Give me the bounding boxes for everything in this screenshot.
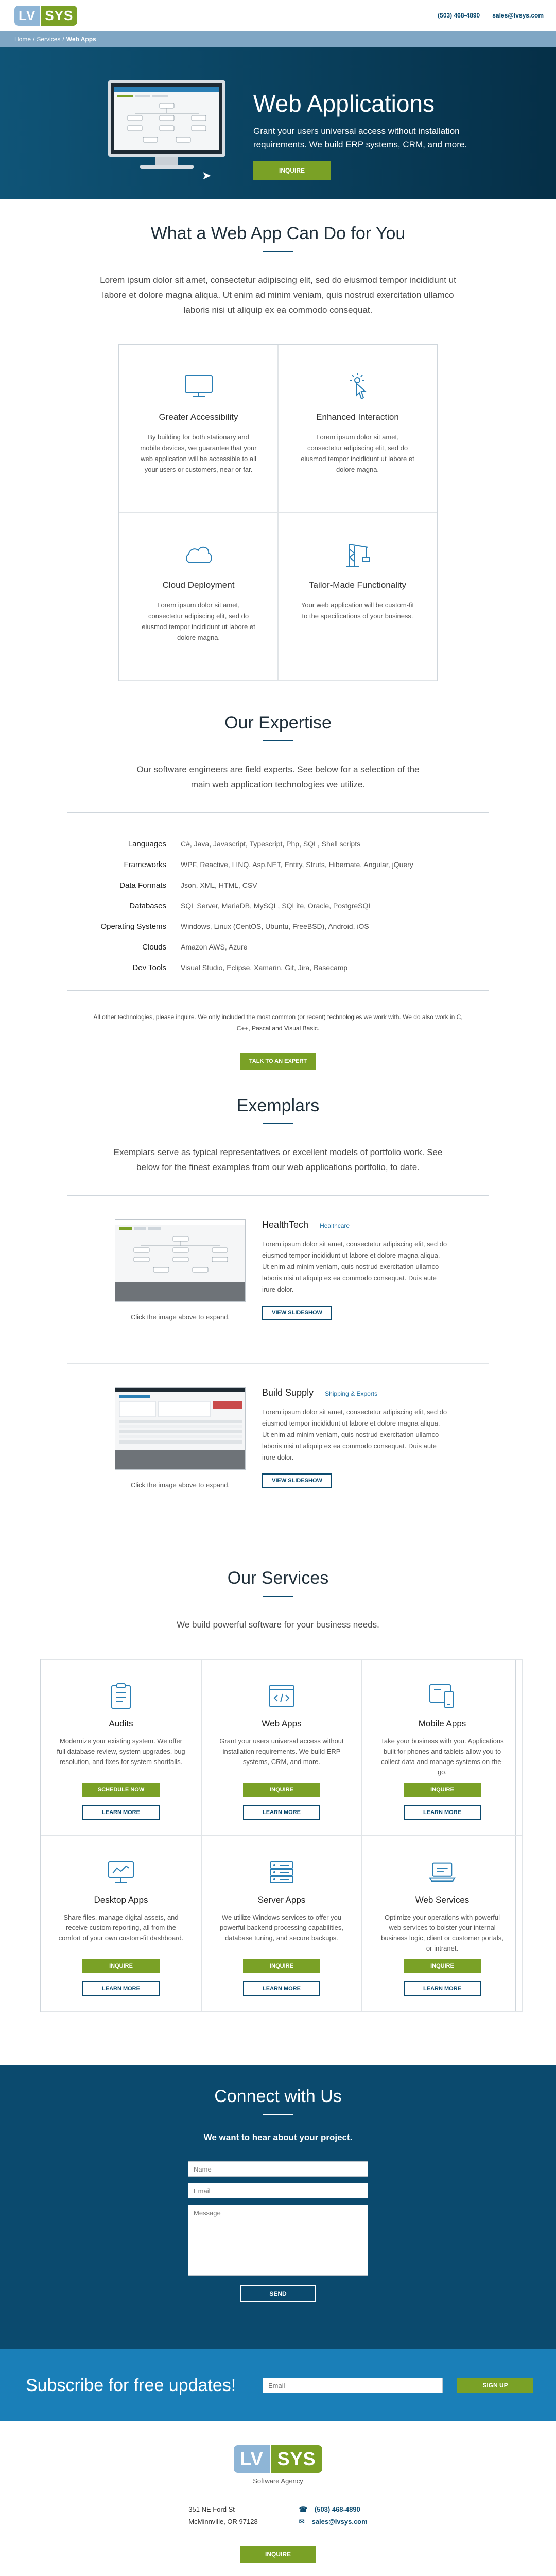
desktop-icon [107,1858,135,1887]
inquire-button[interactable]: INQUIRE [243,1783,320,1797]
service-text: Share files, manage digital assets, and receive custom reporting, all from the comfort of your own custom-fit dashboard. [58,1913,184,1942]
tech-value: Windows, Linux (CentOS, Ubuntu, FreeBSD), Android, iOS [181,922,369,930]
tech-value: Amazon AWS, Azure [181,943,248,951]
connect-section [0,2065,556,2349]
expertise-note: All other technologies, please inquire. We only included the most common (or recent) technologies we work with. We do also work in C, C++, Pascal and Visual Basic. [93,1013,463,1032]
talk-to-expert-button[interactable]: TALK TO AN EXPERT [240,1053,316,1070]
exemplar-caption: Click the image above to expand. [130,1313,230,1321]
footer-details [0,2503,556,2528]
envelope-icon: ✉ [299,2518,305,2526]
learn-more-button[interactable]: LEARN MORE [404,1981,481,1996]
address-line: McMinnville, OR 97128 [188,2518,258,2526]
tech-label: Frameworks [124,860,166,869]
learn-more-button[interactable]: LEARN MORE [243,1981,320,1996]
what-section [0,199,556,681]
expertise-lead: Our software engineers are field experts. See below for a selection of the main web application technologies we utilize. [136,765,420,789]
feature-title: Greater Accessibility [159,412,238,422]
hero-subtitle: Grant your users universal access without installation requirements. We build ERP systems, CRM, and more. [253,126,467,149]
mobile-icon [428,1682,457,1710]
exemplar-tag[interactable]: Healthcare [320,1222,350,1229]
logo-lv: LV [234,2445,269,2473]
table-row [67,937,489,957]
exemplar-info [262,1387,447,1532]
feature-text: Your web application will be custom-fit to the specifications of your business. [301,601,414,620]
exemplars-lead: Exemplars serve as typical representatives or excellent models of portfolio work. See below for the finest examples from our web applications portfolio, to date. [113,1147,443,1172]
email-field[interactable] [188,2183,368,2198]
exemplars-section [0,1070,556,1532]
subscribe-title: Subscribe for free updates! [26,2375,236,2395]
learn-more-button[interactable]: LEARN MORE [404,1805,481,1820]
title-divider [263,251,293,252]
service-card [41,1836,201,2012]
view-slideshow-button[interactable]: VIEW SLIDESHOW [262,1473,332,1488]
address-line: 351 NE Ford St [188,2505,235,2513]
feature-title: Enhanced Interaction [316,412,399,422]
tech-value: WPF, Reactive, LINQ, Asp.NET, Entity, Struts, Hibernate, Angular, jQuery [181,860,413,869]
tech-label: Databases [129,901,166,910]
server-icon [267,1858,296,1887]
header-phone-link[interactable]: (503) 468-4890 [438,12,480,19]
service-title: Audits [109,1719,133,1728]
service-card [41,1659,201,1836]
exemplar-info [262,1219,447,1363]
cursor-pointer-icon: ➤ [202,169,212,182]
connect-title: Connect with Us [214,2087,342,2106]
title-divider [263,1123,293,1124]
feature-grid [118,344,438,681]
what-title: What a Web App Can Do for You [150,224,406,243]
web-app-diagram-image [114,87,219,150]
table-row [67,834,489,854]
exemplar-screenshot[interactable] [115,1219,246,1302]
contact-form [188,2161,368,2302]
service-title: Mobile Apps [418,1719,466,1728]
service-title: Web Apps [262,1719,302,1728]
feature-text: Lorem ipsum dolor sit amet, consectetur adipiscing elit, sed do eiusmod tempor incididunt ut labore et dolore magna. [301,433,414,473]
connect-subtitle: We want to hear about your project. [203,2132,353,2142]
logo-sys: SYS [41,6,77,26]
service-text: Take your business with you. Applications built for phones and tablets allow you to collect data and manage systems on-the-go. [380,1737,504,1776]
footer-agency: Software Agency [253,2477,303,2485]
feature-card [119,345,278,513]
exemplar-text: Lorem ipsum dolor sit amet, consectetur adipiscing elit, sed do eiusmod tempor incididunt ut labore et dolore magna aliqua. Ut enim ad minim veniam, quis nostrud exercitation ullamco laboris nisi ut aliquip ex ea commodo consequat. Duis aute irure dolor. [262,1408,447,1461]
exemplar-screenshot[interactable] [115,1387,246,1470]
service-card [201,1659,362,1836]
name-field[interactable] [188,2161,368,2177]
feature-text: By building for both stationary and mobile devices, we guarantee that your web application will be accessible to all your users or customers, near or far. [140,433,257,473]
footer-phone-link[interactable]: (503) 468-4890 [314,2505,360,2513]
tech-value: Visual Studio, Eclipse, Xamarin, Git, Jira, Basecamp [181,963,348,972]
pointer-icon [341,370,374,403]
tech-value: C#, Java, Javascript, Typescript, Php, SQL, Shell scripts [181,840,361,848]
exemplar-item [67,1364,489,1532]
footer-email-row [299,2516,368,2528]
subscribe-banner [0,2349,556,2421]
hero-inquire-button[interactable]: INQUIRE [253,161,331,180]
feature-title: Tailor-Made Functionality [309,580,406,590]
message-field[interactable] [188,2205,368,2276]
tech-value: Json, XML, HTML, CSV [181,881,257,889]
breadcrumb-current: Web Apps [66,36,96,43]
footer-inquire-button[interactable]: INQUIRE [240,2546,316,2563]
feature-card [119,513,278,681]
logo-sys: SYS [271,2445,322,2473]
service-title: Server Apps [257,1895,306,1905]
exemplar-tag[interactable]: Shipping & Exports [325,1390,378,1397]
service-text: Optimize your operations with powerful web services to bolster your internal business logic, client or customer portals, or intranet. [381,1913,503,1952]
footer-address [188,2503,257,2528]
expertise-button-wrap [0,1053,556,1070]
title-divider [263,1596,293,1597]
hero-banner [0,47,556,199]
hero-text [253,90,490,180]
header-contact [438,12,544,19]
code-icon [267,1682,296,1710]
service-title: Desktop Apps [94,1895,148,1905]
services-grid [40,1659,516,2012]
inquire-button[interactable]: INQUIRE [243,1959,320,1973]
schedule-now-button[interactable]: SCHEDULE NOW [82,1783,160,1797]
tech-label: Languages [128,839,166,849]
breadcrumb [0,31,556,47]
tech-label: Dev Tools [132,963,166,972]
computer-icon [182,370,215,403]
site-logo[interactable] [14,6,77,26]
site-footer [0,2421,556,2576]
service-text: Grant your users universal access without installation requirements. We build ERP systems, CRM, and more. [219,1737,344,1766]
view-slideshow-button[interactable]: VIEW SLIDESHOW [262,1306,332,1320]
tech-label: Clouds [142,942,166,952]
phone-icon: ☎ [299,2505,307,2513]
crane-icon [341,538,374,571]
subscribe-email-input[interactable] [263,2378,443,2393]
monitor-screen [108,80,225,157]
hero-title: Web Applications [253,90,435,117]
exemplar-heading [262,1219,447,1230]
exemplar-list [67,1195,489,1532]
header-email-link[interactable]: sales@lvsys.com [492,12,544,19]
services-lead: We build powerful software for your business needs. [177,1620,379,1630]
title-divider [263,2114,293,2115]
tech-label: Data Formats [119,880,166,890]
exemplar-text: Lorem ipsum dolor sit amet, consectetur adipiscing elit, sed do eiusmod tempor incididunt ut labore et dolore magna aliqua. Ut enim ad minim veniam, quis nostrud exercitation ullamco laboris nisi ut aliquip ex ea commodo consequat. Duis aute irure dolor. [262,1240,447,1293]
footer-logo[interactable] [234,2445,322,2473]
inquire-button[interactable]: INQUIRE [82,1959,160,1973]
what-lead: Lorem ipsum dolor sit amet, consectetur adipiscing elit, sed do eiusmod tempor incididunt ut labore et dolore magna aliqua. Ut enim ad minim veniam, quis nostrud exercitation ullamco laboris nisi ut aliquip ex ea commodo consequat. [100,275,456,315]
table-row [67,957,489,978]
feature-card [278,513,437,681]
table-row [67,875,489,895]
monitor-illustration [108,80,225,173]
feature-card [278,345,437,513]
feature-text: Lorem ipsum dolor sit amet, consectetur adipiscing elit, sed do eiusmod tempor incididunt ut labore et dolore magna. [142,601,255,641]
expertise-section [0,681,556,1070]
service-title: Web Services [415,1895,470,1905]
feature-title: Cloud Deployment [162,580,235,590]
services-title: Our Services [227,1568,329,1588]
expertise-title: Our Expertise [224,713,332,733]
send-button[interactable]: SEND [240,2285,316,2302]
service-text: Modernize your existing system. We offer full database review, system upgrades, bug resolution, and fixes for system shortfalls. [57,1737,185,1766]
monitor-base [140,165,194,169]
breadcrumb-services[interactable]: Services [37,36,61,43]
services-section [0,1532,556,2012]
tech-value: SQL Server, MariaDB, MySQL, SQLite, Oracle, PostgreSQL [181,902,373,910]
exemplar-name: Build Supply [262,1387,314,1398]
service-text: We utilize Windows services to offer you powerful backend processing capabilities, database tuning, and secure backups. [220,1913,343,1942]
footer-email-link[interactable]: sales@lvsys.com [311,2518,368,2526]
exemplar-media [115,1387,246,1532]
technology-table [67,812,489,991]
inquire-button[interactable]: INQUIRE [404,1959,481,1973]
table-row [67,895,489,916]
service-card [362,1836,523,2012]
learn-more-button[interactable]: LEARN MORE [82,1805,160,1820]
laptop-icon [428,1858,457,1887]
exemplar-heading [262,1387,447,1398]
exemplar-item [67,1196,489,1364]
table-row [67,854,489,875]
breadcrumb-separator: / [33,36,35,43]
learn-more-button[interactable]: LEARN MORE [82,1981,160,1996]
service-card [362,1659,523,1836]
sign-up-button[interactable]: SIGN UP [457,2378,533,2393]
top-header [0,0,556,31]
exemplar-media [115,1219,246,1363]
inquire-button[interactable]: INQUIRE [404,1783,481,1797]
exemplar-name: HealthTech [262,1219,309,1230]
learn-more-button[interactable]: LEARN MORE [243,1805,320,1820]
logo-lv: LV [14,6,40,26]
tech-label: Operating Systems [100,922,166,931]
breadcrumb-home[interactable]: Home [14,36,31,43]
service-card [201,1836,362,2012]
exemplars-title: Exemplars [236,1096,320,1115]
title-divider [263,740,293,741]
table-row [67,916,489,937]
monitor-screen-content [114,87,219,150]
breadcrumb-separator: / [62,36,64,43]
clipboard-icon [107,1682,135,1710]
cloud-icon [182,538,215,571]
footer-contact [299,2503,368,2528]
footer-phone-row [299,2503,368,2516]
exemplar-caption: Click the image above to expand. [130,1481,230,1489]
